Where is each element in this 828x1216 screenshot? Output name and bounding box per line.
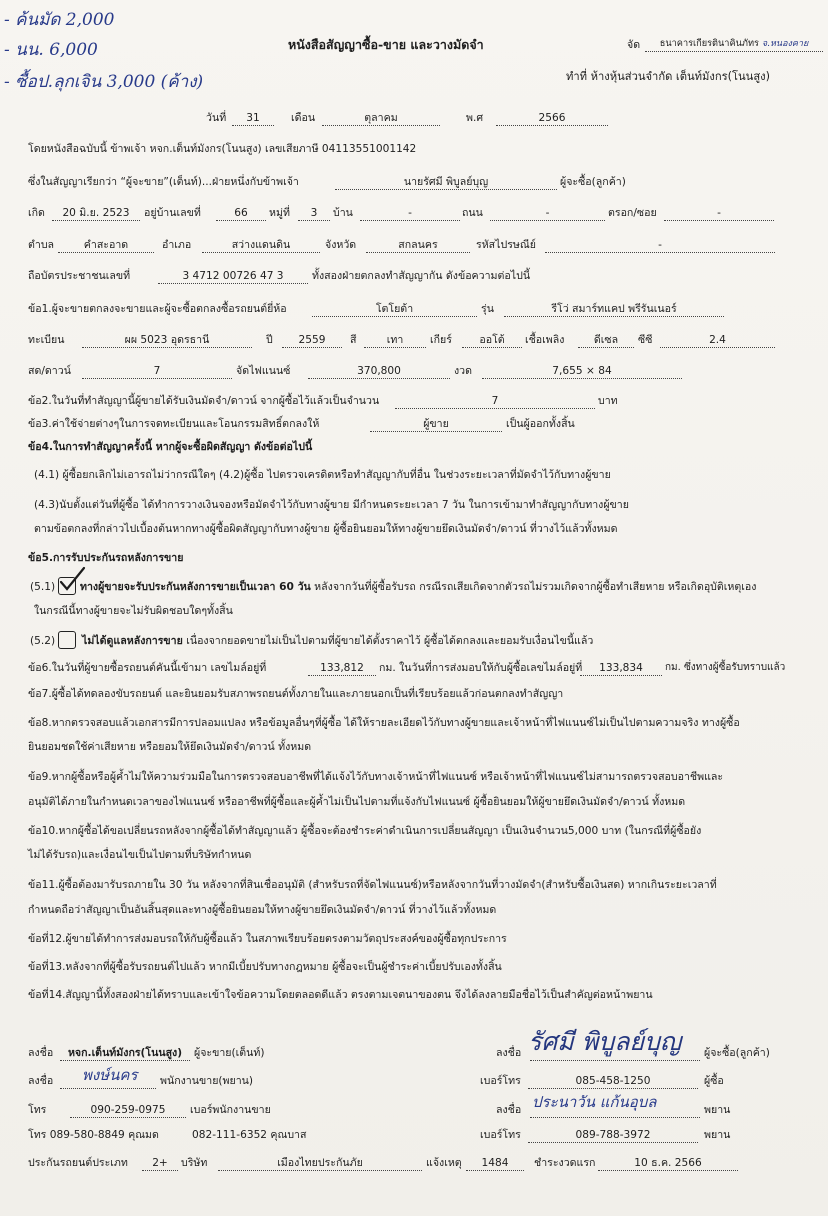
witness-sign-label: ลงชื่อ [496,1104,522,1116]
clause-2: ข้อ2.ในวันที่ทำสัญญานี้ผู้ขายได้รับเงินมัดจำ/ดาวน์ จากผู้ซื้อไว้แล้วเป็นจำนวน [28,395,380,407]
amphoe-label: อำเภอ [162,239,192,251]
id-tail: ทั้งสองฝ่ายตกลงทำสัญญากัน ดังข้อความต่อไปนี้ [312,270,531,282]
mileage-in: 133,812 [308,661,376,676]
clause-1: ข้อ1.ผู้จะขายตกลงจะขายและผู้จะซื้อตกลงซื้อรถยนต์ยี่ห้อ [28,303,287,315]
place-value: ห้างหุ้นส่วนจำกัด เต็นท์มังกร(โนนสูง) [590,70,770,83]
mileage-out: 133,834 [580,661,662,676]
clause-10-b: ไม่ได้รับรถ)และเงื่อนไขเป็นไปตามที่บริษัทกำหนด [28,849,252,861]
clause-5-1-bold: ทางผู้ขายจะรับประกันหลังการขายเป็นเวลา 60 วัน [80,581,311,593]
house-label: อยู่บ้านเลขที่ [144,207,201,219]
clause-6-b: กม. ในวันที่การส่งมอบให้กับผู้ซื้อเลขไมล์อยู่ที่ [379,662,583,674]
vehicle-brand: โตโยต้า [312,302,477,317]
tambon: คำสะอาด [58,238,154,253]
seller-role: ผู้จะขาย(เต็นท์) [194,1047,265,1059]
handwritten-note-1: - ค้นมัด 2,000 [4,10,115,30]
road: - [490,206,605,221]
clause-4-1: (4.1) ผู้ซื้อยกเลิกไม่เอารถไม่ว่ากรณีใดๆ (4.2)ผู้ซื้อ ไปตรวจเครดิตหรือทำสัญญากับที่อื่น ในช่วงระยะเวลาที่มัดจำไว้กับทางผู้ขาย [34,469,611,481]
vehicle-cc: 2.4 [660,333,775,348]
first-payment: 10 ธ.ค. 2566 [598,1156,738,1171]
house-no: 66 [216,206,266,221]
clause-9-b: อนุมัติได้ภายในกำหนดเวลาของไฟแนนซ์ หรืออาชีพที่ผู้ซื้อและผู้ค้ำไม่เป็นไปตามที่แจ้งกับไฟแนนซ์ ผู้ซื้อยินยอมให้ผู้ขายยึดเงินมัดจำ/ดาวน์ ทั้งหมด [28,796,686,808]
staff-signature: พงษ์นคร [82,1066,138,1084]
date-month: ตุลาคม [322,111,440,126]
seller-name: หจก.เต็นท์มังกร(โนนสูง) [60,1046,190,1061]
clause-10-a: ข้อ10.หากผู้ซื้อได้ขอเปลี่ยนรถหลังจากผู้ซื้อได้ทำสัญญาแล้ว ผู้ซื้อจะต้องชำระค่าดำเนินการเปลี่ยนสัญญา เป็นเงินจำนวน5,000 บาท (ในกรณีที่ผู้ซื้อยัง [28,825,702,837]
insurance-notice: 1484 [466,1156,524,1171]
id-label: ถือบัตรประชาชนเลขที่ [28,270,131,282]
buyer-phone-label: เบอร์โทร [480,1075,521,1087]
clause-3-tail: เป็นผู้ออกทั้งสิ้น [506,418,575,430]
clause-9-a: ข้อ9.หากผู้ซื้อหรือผู้ค้ำไม่ให้ความร่วมมือในการตรวจสอบอาชีพที่ได้แจ้งไว้กับทางเจ้าหน้าที่ไฟแนนซ์ หรือเจ้าหน้าที่ไฟแนนซ์ไม่สามารถตรวจสอบอาชีพและ [28,771,724,783]
clause-5-2-rest: เนื่องจากยอดขายไม่เป็นไปตามที่ผู้ขายได้ตั้งราคาไว้ ผู้ซื้อได้ตกลงและยอมรับเงื่อนไขนี้แล้ว [186,635,594,647]
buyer-role: ผู้จะซื้อ(ลูกค้า) [704,1047,770,1059]
clause-3: ข้อ3.ค่าใช้จ่ายต่างๆในการจดทะเบียนและโอนกรรมสิทธิ์ตกลงให้ [28,418,320,430]
intro-line-1: โดยหนังสือฉบับนี้ ข้าพเจ้า หจก.เต็นท์มังกร(โนนสูง) เลขเสียภาษี 04113551001142 [28,143,417,155]
amphoe: สว่างแดนดิน [202,238,320,253]
insurance-type-label: ประกันรถยนต์ประเภท [28,1157,128,1169]
witness-role: พยาน [704,1104,731,1116]
village-label: บ้าน [333,207,353,219]
clause-4-3a: (4.3)นับตั้งแต่วันที่ผู้ซื้อ ได้ทำการวางเงินจองหรือมัดจำไว้กับทางผู้ขาย มีกำหนดระยะเวลา 7 วัน ในการเข้ามาทำสัญญากับทางผู้ขาย [34,499,629,511]
installment: 7,655 × 84 [482,364,682,379]
clause-5-2-text [82,634,593,648]
date-year: 2566 [496,111,608,126]
staff-phone: 090-259-0975 [70,1103,186,1118]
born-date: 20 มิ.ย. 2523 [52,206,140,221]
witness-phone-role: พยาน [704,1129,731,1141]
finance-amount-label: จัดไฟแนนซ์ [236,365,291,377]
born-label: เกิด [28,207,45,219]
insurance-company-label: บริษัท [181,1157,208,1169]
witness-signature: ประนาวัน แก้นอุบล [532,1093,657,1111]
contact-phone-1: โทร 089-580-8849 คุณมด [28,1129,159,1141]
reg-label: ทะเบียน [28,334,65,346]
postal: - [545,238,775,253]
clause-5-heading: ข้อ5.การรับประกันรถหลังการขาย [28,552,184,564]
finance-company-note: จ.หนองคาย [761,39,809,49]
insurance-company: เมืองไทยประกันภัย [218,1156,422,1171]
clause-5-1-rest: หลังจากวันที่ผู้ซื้อรับรถ กรณีรถเสียเกิดจากตัวรถไม่รวมเกิดจากผู้ซื้อทำเสียหาย หรือเกิดอุบัติเหตุเอง [314,581,757,593]
buyer-sign-label: ลงชื่อ [496,1047,522,1059]
fuel-label: เชื้อเพลิง [525,334,565,346]
clause-6-c: กม. ซึ่งทางผู้ซื้อรับทราบแล้ว [665,662,786,673]
village: - [360,206,460,221]
month-label: เดือน [291,112,316,124]
road-label: ถนน [462,207,483,219]
clause-11-b: กำหนดถือว่าสัญญาเป็นอันสิ้นสุดและทางผู้ซื้อยินยอมให้ทางผู้ขายยึดเงินมัดจำ/ดาวน์ ที่วางไว้แล้วทั้งหมด [28,904,497,916]
clause-3-party: ผู้ขาย [370,417,502,432]
clause-5-2-bold: ไม่ได้ดูแลหลังการขาย [82,635,183,647]
soi-label: ตรอก/ซอย [608,207,657,219]
vehicle-year: 2559 [282,333,342,348]
clause-7: ข้อ7.ผู้ซื้อได้ทดลองขับรถยนต์ และยินยอมรับสภาพรถยนต์ทั้งภายในและภายนอกเป็นที่เรียบร้อยแล้วก่อนตกลงทำสัญญา [28,688,564,700]
clause-5-2-number: (5.2) [30,635,56,647]
clause-12: ข้อที่12.ผู้ขายได้ทำการส่งมอบรถให้กับผู้ซื้อแล้ว ในสภาพเรียบร้อยตรงตามวัตถุประสงค์ของผู้ซื้อทุกประการ [28,933,507,945]
finance-company [645,37,823,52]
clause-5-1-number: (5.1) [30,581,56,593]
clause-4-heading: ข้อ4.ในการทำสัญญาครั้งนี้ หากผู้จะซื้อผิดสัญญา ดังข้อต่อไปนี้ [28,441,313,453]
clause-6-a: ข้อ6.ในวันที่ผู้ขายซื้อรถยนต์คันนี้เข้ามา เลขไมล์อยู่ที่ [28,662,267,674]
witness-signature-line [530,1103,700,1118]
id-number: 3 4712 00726 47 3 [158,269,308,284]
buyer-phone: 085-458-1250 [528,1074,698,1089]
gear-label: เกียร์ [430,334,452,346]
insurance-notice-label: แจ้งเหตุ [426,1157,462,1169]
buyer-signature-line [530,1046,700,1061]
handwritten-note-2: - นน. 6,000 [4,40,98,60]
witness-phone: 089-788-3972 [528,1128,698,1143]
contact-phone-2: 082-111-6352 คุณบาส [192,1129,307,1141]
clause-11-a: ข้อ11.ผู้ซื้อต้องมารับรถภายใน 30 วัน หลังจากที่สินเชื่ออนุมัติ (สำหรับรถที่จัดไฟแนนซ์)หรือหลังจากวันที่วางมัดจำ(สำหรับซื้อเงินสด) หากเกินระยะเวลาที่ [28,879,717,891]
province-label: จังหวัด [325,239,357,251]
finance-amount: 370,800 [308,364,450,379]
intro-line-2a: ซึ่งในสัญญาเรียกว่า “ผู้จะขาย”(เต็นท์)...ฝ่ายหนึ่งกับข้าพเจ้า [28,176,299,188]
staff-role: พนักงานขาย(พยาน) [160,1075,254,1087]
year-label-vehicle: ปี [266,334,273,346]
vehicle-model: รีโว่ สมาร์ทแคป พรีรันเนอร์ [504,302,724,317]
no-warranty-checkbox[interactable] [58,631,76,649]
clause-4-3b: ตามข้อตกลงที่กล่าวไปเบื้องต้นหากทางผู้ซื้อผิดสัญญากับทางผู้ขาย ผู้ซื้อยินยอมให้ทางผู้ขายยึดเงินมัดจำ/ดาวน์ ที่วางไว้แล้วทั้งหมด [34,523,618,535]
staff-phone-role: เบอร์พนักงานขาย [190,1104,271,1116]
clause-8-a: ข้อ8.หากตรวจสอบแล้วเอกสารมีการปลอมแปลง หรือข้อมูลอื่นๆที่ผู้ซื้อ ได้ให้รายละเอียดไว้กับทางผู้ขายและเจ้าหน้าที่ไฟแนนซ์ไม่เป็นไปตามความจริง ทางผู้ซื้อ [28,717,740,729]
vehicle-gear: ออโต้ [462,333,522,348]
vehicle-reg: ผผ 5023 อุดรธานี [82,333,252,348]
vehicle-color: เทา [364,333,426,348]
soi: - [664,206,774,221]
staff-sign-label: ลงชื่อ [28,1075,54,1087]
moo-label: หมู่ที่ [269,207,290,219]
place-label: ทำที่ [566,70,588,83]
buyer-name: นายรัศมี พิบูลย์บุญ [335,175,557,190]
clause-2-amount: 7 [395,394,595,409]
insurance-type: 2+ [142,1156,178,1171]
finance-company-value: ธนาคารเกียรตินาคินภัทร [659,38,759,49]
date-label: วันที่ [206,112,227,124]
province: สกลนคร [366,238,470,253]
clause-2-unit: บาท [598,395,618,407]
intro-line-2b: ผู้จะซื้อ(ลูกค้า) [560,176,626,188]
place-row [566,70,770,84]
finance-label: จัด [627,39,641,51]
tambon-label: ตำบล [28,239,55,251]
clause-5-1-text [80,580,756,594]
vehicle-fuel: ดีเซล [578,333,634,348]
clause-8-b: ยินยอมชดใช้ค่าเสียหาย หรือยอมให้ยึดเงินมัดจำ/ดาวน์ ทั้งหมด [28,741,312,753]
model-label: รุ่น [481,303,494,315]
moo: 3 [298,206,330,221]
down-payment: 7 [82,364,232,379]
clause-14: ข้อที่14.สัญญานี้ทั้งสองฝ่ายได้ทราบและเข้าใจข้อความโดยตลอดดีแล้ว ตรงตามเจตนาของตน จึงได้ลงลายมือชื่อไว้เป็นสำคัญต่อหน้าพยาน [28,989,653,1001]
finance-company-row [627,38,640,52]
seller-sign-label: ลงชื่อ [28,1047,54,1059]
witness-phone-label: เบอร์โทร [480,1129,521,1141]
down-label: สด/ดาวน์ [28,365,71,377]
year-label: พ.ศ [466,112,484,124]
staff-tel-label: โทร [28,1104,47,1116]
cc-label: ซีซี [638,334,653,346]
first-payment-label: ชำระงวดแรก [534,1157,596,1169]
buyer-signature: รัศมี พิบูลย์บุญ [528,1027,682,1056]
date-day: 31 [232,111,274,126]
staff-signature-line [60,1074,156,1089]
clause-5-1-b: ในกรณีนี้ทางผู้ขายจะไม่รับผิดชอบใดๆทั้งสิ้น [34,605,233,617]
buyer-phone-role: ผู้ซื้อ [704,1075,724,1087]
installment-label: งวด [454,365,473,377]
clause-13: ข้อที่13.หลังจากที่ผู้ซื้อรับรถยนต์ไปแล้ว หากมีเบี้ยปรับทางกฎหมาย ผู้ซื้อจะเป็นผู้ชำระค่าเบี้ยปรับเองทั้งสิ้น [28,961,502,973]
document-title: หนังสือสัญญาซื้อ-ขาย และวางมัดจำ [288,37,484,52]
handwritten-note-3: - ซื้อป.ลุกเจิน 3,000 (ค้าง) [4,72,204,92]
postal-label: รหัสไปรษณีย์ [476,239,536,251]
color-label: สี [350,334,357,346]
